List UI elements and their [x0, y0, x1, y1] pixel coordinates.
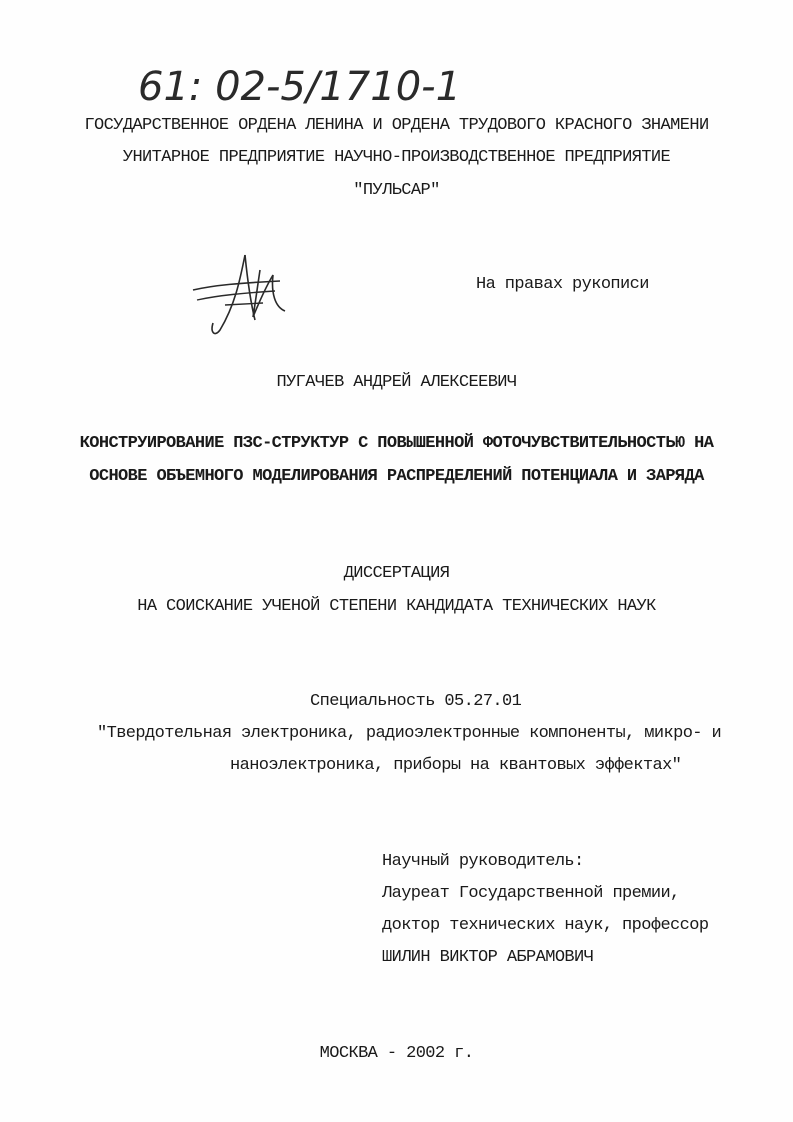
supervisor-label: Научный руководитель: — [382, 852, 584, 871]
rights-note: На правах рукописи — [476, 275, 649, 294]
document-type: ДИССЕРТАЦИЯ — [343, 564, 450, 583]
organization-line-2: УНИТАРНОЕ ПРЕДПРИЯТИЕ НАУЧНО-ПРОИЗВОДСТВЕННОЕ ПРЕДПРИЯТИЕ — [122, 148, 671, 167]
supervisor-name: ШИЛИН ВИКТОР АБРАМОВИЧ — [382, 948, 594, 967]
organization-line-3: "ПУЛЬСАР" — [353, 181, 440, 200]
dissertation-title-line-1: КОНСТРУИРОВАНИЕ ПЗС-СТРУКТУР С ПОВЫШЕННОЙ ФОТОЧУВСТВИТЕЛЬНОСТЬЮ НА — [79, 434, 714, 453]
dissertation-title-line-2: ОСНОВЕ ОБЪЕМНОГО МОДЕЛИРОВАНИЯ РАСПРЕДЕЛЕНИЙ ПОТЕНЦИАЛА И ЗАРЯДА — [89, 467, 704, 486]
supervisor-award: Лауреат Государственной премии, — [382, 884, 680, 903]
specialty-name-line-1: "Твердотельная электроника, радиоэлектронные компоненты, микро- и — [97, 724, 722, 743]
author-name: ПУГАЧЕВ АНДРЕЙ АЛЕКСЕЕВИЧ — [276, 373, 517, 392]
archive-number-text: 61: 02-5/1710-1 — [138, 64, 462, 110]
supervisor-degree: доктор технических наук, профессор — [382, 916, 709, 935]
organization-line-1: ГОСУДАРСТВЕННОЕ ОРДЕНА ЛЕНИНА И ОРДЕНА ТРУДОВОГО КРАСНОГО ЗНАМЕНИ — [84, 116, 709, 135]
city-year: МОСКВА - 2002 г. — [319, 1044, 474, 1063]
specialty-name-line-2: наноэлектроника, приборы на квантовых эффектах" — [230, 756, 682, 775]
degree-statement: НА СОИСКАНИЕ УЧЕНОЙ СТЕПЕНИ КАНДИДАТА ТЕХНИЧЕСКИХ НАУК — [137, 597, 656, 616]
signature-icon — [185, 245, 305, 340]
handwritten-archive-number — [130, 60, 550, 120]
specialty-code: Специальность 05.27.01 — [310, 692, 522, 711]
